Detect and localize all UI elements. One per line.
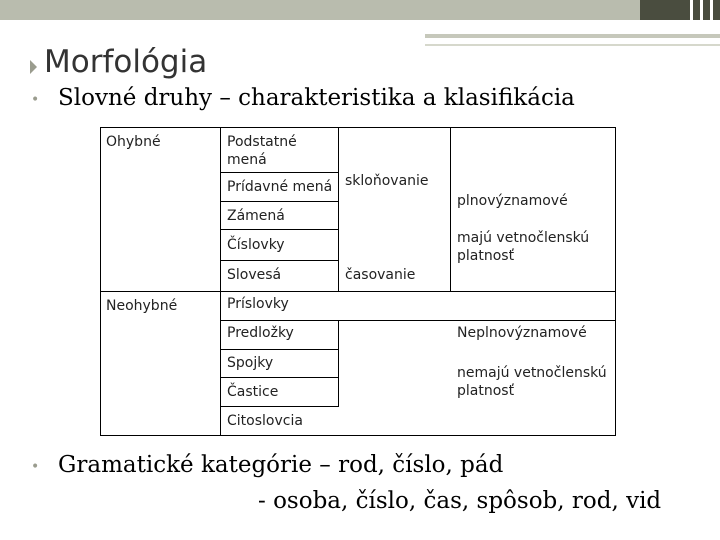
group-uninflected: Neohybné: [106, 298, 178, 314]
title-marker-icon: [30, 60, 37, 74]
pos-item: Slovesá: [227, 267, 282, 283]
pos-item: Prídavné mená: [227, 179, 333, 195]
table-line: [338, 127, 339, 292]
bullet-icon: •: [31, 92, 40, 108]
table-line: [220, 172, 339, 173]
pos-item: Predložky: [227, 325, 294, 341]
bullet-icon: •: [31, 459, 40, 475]
table-line: [220, 229, 339, 230]
header-bar: [0, 0, 640, 20]
table-line: [220, 349, 339, 350]
title-rule: [425, 34, 720, 38]
pos-item: Citoslovcia: [227, 413, 303, 429]
table-border: [100, 127, 616, 128]
table-line: [220, 377, 339, 378]
table-border: [100, 435, 616, 436]
table-line: [100, 291, 616, 292]
table-line: [338, 320, 339, 406]
pos-item: Zámená: [227, 208, 285, 224]
bullet-text-continuation: - osoba, číslo, čas, spôsob, rod, vid: [258, 488, 662, 514]
table-border: [100, 127, 101, 436]
table-border: [615, 127, 616, 436]
meaning-not-full: Neplnovýznamové: [457, 325, 587, 341]
bullet-text: Slovné druhy – charakteristika a klasifikácia: [58, 85, 575, 111]
header-stripe: [700, 0, 703, 20]
title-rule: [425, 44, 720, 46]
pos-item: Príslovky: [227, 296, 289, 312]
group-inflected: Ohybné: [106, 134, 161, 150]
header-bar-accent: [640, 0, 720, 20]
header-stripe: [690, 0, 693, 20]
table-line: [220, 260, 339, 261]
pos-item: Častice: [227, 384, 279, 400]
header-stripe: [710, 0, 713, 20]
table-line: [450, 127, 451, 292]
meaning-full-note: majú vetnočlenskú platnosť: [457, 230, 590, 264]
meaning-full: plnovýznamové: [457, 193, 568, 209]
pos-item: Podstatné mená: [227, 134, 297, 168]
meaning-not-full-note: nemajú vetnočlenskú platnosť: [457, 365, 607, 399]
conjugation-label: časovanie: [345, 267, 416, 283]
pos-item: Číslovky: [227, 237, 285, 253]
declension-label: skloňovanie: [345, 173, 429, 189]
table-line: [220, 201, 339, 202]
table-line: [220, 127, 221, 436]
pos-item: Spojky: [227, 355, 274, 371]
bullet-text: Gramatické kategórie – rod, číslo, pád: [58, 452, 504, 478]
table-line: [220, 406, 339, 407]
table-line: [220, 320, 616, 321]
slide-title: Morfológia: [44, 44, 208, 80]
